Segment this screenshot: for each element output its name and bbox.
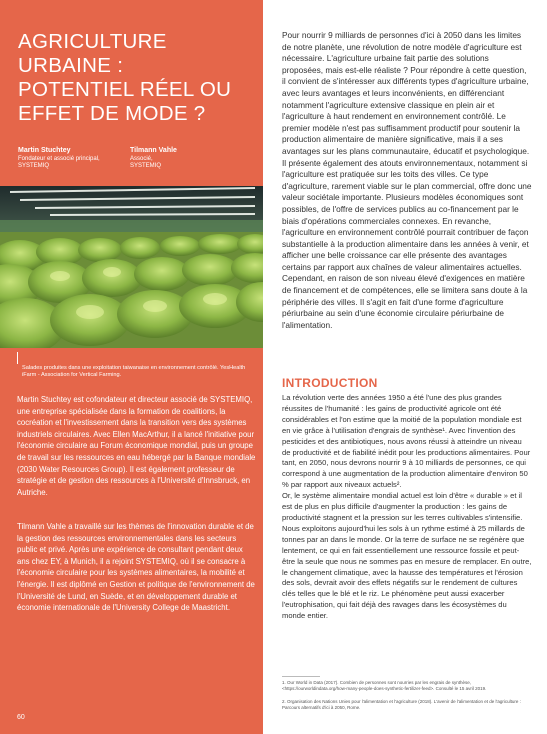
author-2-name: Tilmann Vahle — [130, 147, 177, 154]
bio-paragraph-stuchtey: Martin Stuchtey est cofondateur et directeur associé de SYSTEMIQ, une entreprise spécialisée dans la formation de coalitions, la cocréation et l'investissement dans la transition vers des systèmes industriels circulaires. Avec Ellen MacArthur, il a lancé l'initiative pour l'économie circulaire au Forum économique mondial, puis un groupe de travail sur les ressources en eau hébergé par la Banque mondiale (2030 Water Resources Group). Il est également professeur de stratégie et de gestion des ressources à l'Université d'Innsbruck, en Autriche. — [17, 395, 256, 497]
title-line: URBAINE : — [18, 54, 124, 77]
author-1-org: SYSTEMIQ — [18, 163, 50, 169]
photo-caption: Salades produites dans une exploitation taiwanaise en environnement contrôlé. YesHealth iFarm - Association for Vertical Farming. — [22, 365, 246, 378]
author-1-role: Fondateur et associé principal, — [18, 156, 100, 162]
title-line: EFFET DE MODE ? — [18, 102, 206, 125]
title-line: AGRICULTURE — [18, 30, 167, 53]
abstract-paragraph: Pour nourrir 9 milliards de personnes d'ici à 2050 dans les limites de notre planète, une révolution de notre modèle d'agriculture est nécessaire. L'agriculture urbaine fait partie des solutions proposées, mais est-elle réaliste ? Pour répondre à cette question, il convient de s'intéresser aux différents types d'agriculture urbaine, avec leurs avantages et leurs inconvénients, en différenciant notamment l'agriculture extensive classique en plein air et l'agriculture à haut rendement en environnement contrôlé. Le premier modèle n'est pas suffisamment productif pour soutenir la production alimentaire de manière significative, mais il a ses avantages sur les plans communautaire, éducatif et psychologique. Il présente également des atouts environnementaux, notamment si l'agriculture est pratiquée sur les toits des villes. Ce type d'agriculture, rarement viable sur le plan commercial, offre donc une valeur sociétale importante. Plusieurs modèles économiques sont possibles, de l'offre de services publics au co-financement par le biais d'opérations commerciales connexes. En revanche, l'agriculture en environnement contrôlé pourrait contribuer de façon substantielle à la production alimentaire dans les années à venir, et afficher une belle croissance car elle présente des avantages certains par rapport aux chaînes de valeur alimentaires actuelles. Cependant, en raison de son niveau élevé d'exigences en matière de financement et de compétences, elle se limitera sans doute à la périphérie des villes. Il s'agit en fait d'une forme d'agriculture périurbaine au sein d'une économie circulaire périurbaine de l'alimentation. — [282, 30, 532, 330]
title-line: POTENTIEL RÉEL OU — [18, 78, 232, 101]
body-paragraph: La révolution verte des années 1950 a été l'une des plus grandes réussites de l'humanité : les gains de productivité agricole ont été considérables et l'on estime que la moitié de la population mondiale est en vie grâce à l'utilisation d'engrais de synthèse¹. Avec l'invention des pesticides et des antibiotiques, nous avons réussi à atteindre un niveau de productivité et de fiabilité inédit pour les productions alimentaires. Pour tant, en 2050, nous devrons nourrir 9 à 10 milliards de personnes, ce qui correspond à une augmentation de la production alimentaire d'environ 50 % par rapport aux niveaux actuels². — [282, 393, 531, 490]
section-heading: INTRODUCTION — [282, 376, 378, 390]
caption-marker — [17, 352, 18, 364]
section-body — [282, 393, 532, 622]
footnote-2: 2. Organisation des Nations Unies pour l'alimentation et l'agriculture (2018). L'avenir de l'alimentation et de l'agriculture : Parcours alternatifs d'ici à 2050, Rome. — [282, 699, 521, 710]
footnote-1: 1. Our World in Data (2017). Combien de personnes sont nourries par les engrais de synthèse, <https://ourworldindata.org/how-many-people-does-synthetic-fertilizer-feed>. Consulté le 15 avril 2019. — [282, 680, 487, 691]
author-2-org: SYSTEMIQ — [130, 163, 162, 169]
lettuce-farm-photo — [0, 186, 263, 348]
author-1-name: Martin Stuchtey — [18, 147, 71, 154]
author-2-role: Associé, — [130, 156, 153, 162]
article-title — [18, 30, 254, 126]
page-number: 60 — [17, 714, 25, 721]
bio-paragraph-vahle: Tilmann Vahle a travaillé sur les thèmes de l'innovation durable et de la gestion des ressources environnementales dans les secteurs public et privé. Après une expérience de consultant pendant deux ans chez EY, à Munich, il a rejoint SYSTEMIQ, où il se consacre à l'économie circulaire pour les systèmes alimentaires, la mobilité et l'énergie. Il est diplômé en Gestion et politique de l'environnement de l'Université de Lund, en Suède, et en développement durable et économie internationale de l'University College de Maastricht. — [17, 522, 255, 613]
body-paragraph: Or, le système alimentaire mondial actuel est loin d'être « durable » et il est de plus en plus difficile d'augmenter la production : les gains de productivité stagnent et la pression sur les terres cultivables s'intensifie. Nous exploitons aujourd'hui les sols à un rythme estimé à 25 millards de tonnes par an dans le monde. Or la terre de surface ne se regénère que lentement, ce qui en fait essentiellement une ressource fossile et peut-être la seule que nous ne sommes pas en mesure de remplacer. En outre, le changement climatique, avec la hausse des températures et l'érosion des sols, devrait avoir des effets négatifs sur le rendement de cultures clés telles que le blé et le riz. Le phénomène peut aussi exacerber l'eutrophisation, qui fait déjà des ravages dans les écosystèmes du monde entier. — [282, 491, 532, 621]
footnote-divider — [282, 676, 320, 677]
